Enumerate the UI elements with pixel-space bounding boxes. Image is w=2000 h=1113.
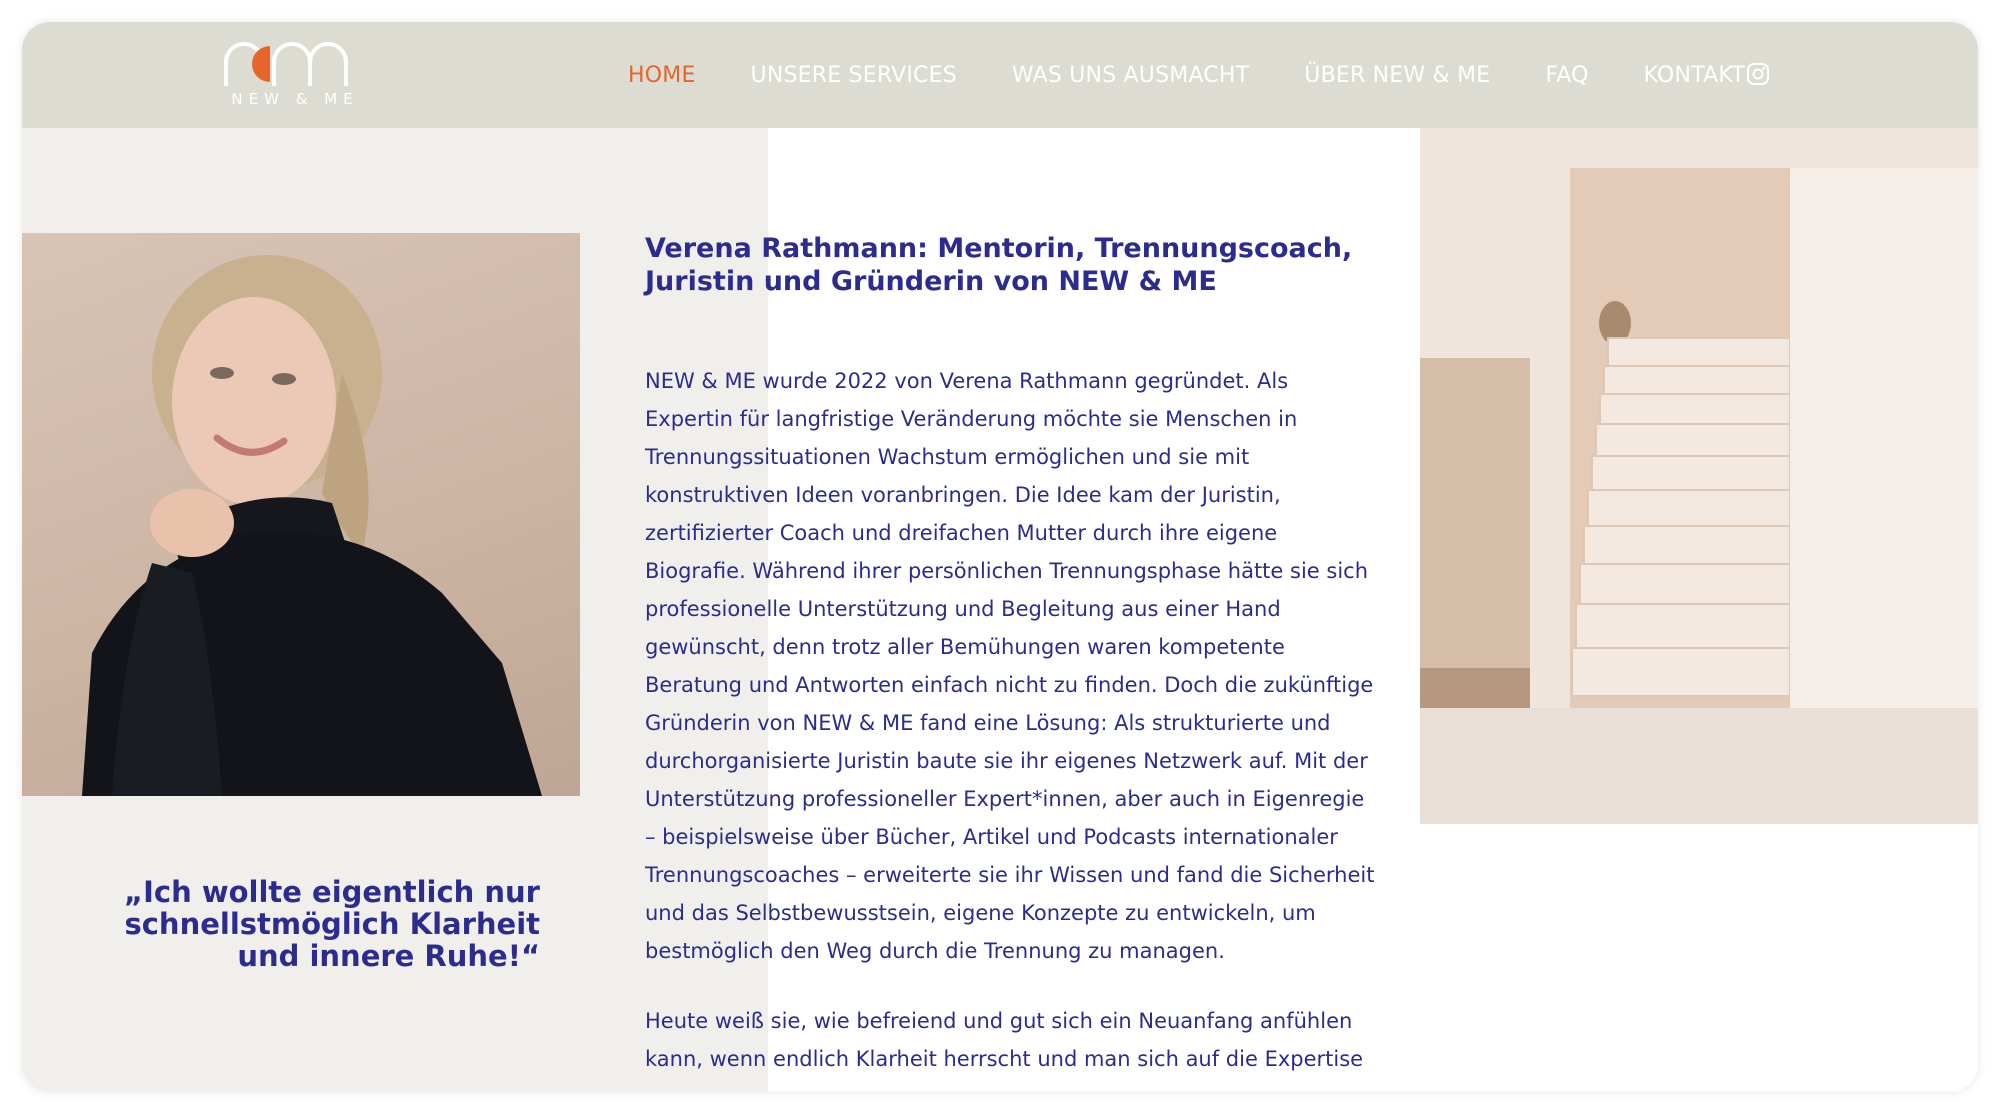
nav-item-faq[interactable]: FAQ (1545, 62, 1589, 88)
portrait-photo (22, 233, 580, 796)
page-title: Verena Rathmann: Mentorin, Trennungscoach, Juristin und Gründerin von NEW & ME (645, 233, 1353, 297)
logo[interactable] (220, 38, 370, 118)
nav-item-kontakt[interactable]: KONTAKT (1643, 62, 1745, 88)
body-paragraph-2: Heute weiß sie, wie befreiend und gut sich ein Neuanfang anfühlen kann, wenn endlich Klarheit herrscht und man sich auf die Expertise (645, 1009, 1364, 1071)
body-paragraph-1: NEW & ME wurde 2022 von Verena Rathmann gegründet. Als Expertin für langfristige Veränderung möchte sie Menschen in Trennungssituationen Wachstum ermöglichen und sie mit konstruktiven Ideen voranbringen. Die Idee kam der Juristin, zertifizierter Coach und dreifachen Mutter durch ihre eigene Biografie. Während ihrer persönlichen Trennungsphase hätte sie sich professionelle Unterstützung und Begleitung aus einer Hand gewünscht, denn trotz aller Bemühungen waren kompetente Beratung und Antworten einfach nicht zu finden. Doch die zukünftige Gründerin von NEW & ME fand eine Lösung: Als strukturierte und durchorganisierte Juristin baute sie ihr eigenes Netzwerk auf. Mit der Unterstützung professioneller Expert*innen, aber auch in Eigenregie – beispielsweise über Bücher, Artikel und Podcasts internationaler Trennungscoaches – erweiterte sie ihr Wissen und fand die Sicherheit und das Selbstbewusstsein, eigene Konzepte zu entwickeln, um bestmöglich den Weg durch die Trennung zu managen. (645, 369, 1375, 963)
nav-item-ueber-uns[interactable]: ÜBER NEW & ME (1304, 62, 1491, 88)
instagram-icon[interactable] (1746, 62, 1770, 86)
main-content (645, 232, 1380, 1078)
nav-item-was-uns-ausmacht[interactable]: WAS UNS AUSMACHT (1011, 62, 1250, 88)
nav-item-home[interactable]: HOME (628, 62, 696, 88)
staircase-photo (1420, 128, 1978, 824)
site-header (22, 22, 1978, 128)
pull-quote: „Ich wollte eigentlich nur schnellstmöglich Klarheit und innere Ruhe!“ (124, 875, 540, 973)
nav-item-services[interactable]: UNSERE SERVICES (750, 62, 957, 88)
logo-mark-icon (220, 38, 370, 88)
logo-text: NEW & ME (231, 90, 359, 108)
page-frame (22, 22, 1978, 1092)
main-nav (628, 22, 1800, 128)
